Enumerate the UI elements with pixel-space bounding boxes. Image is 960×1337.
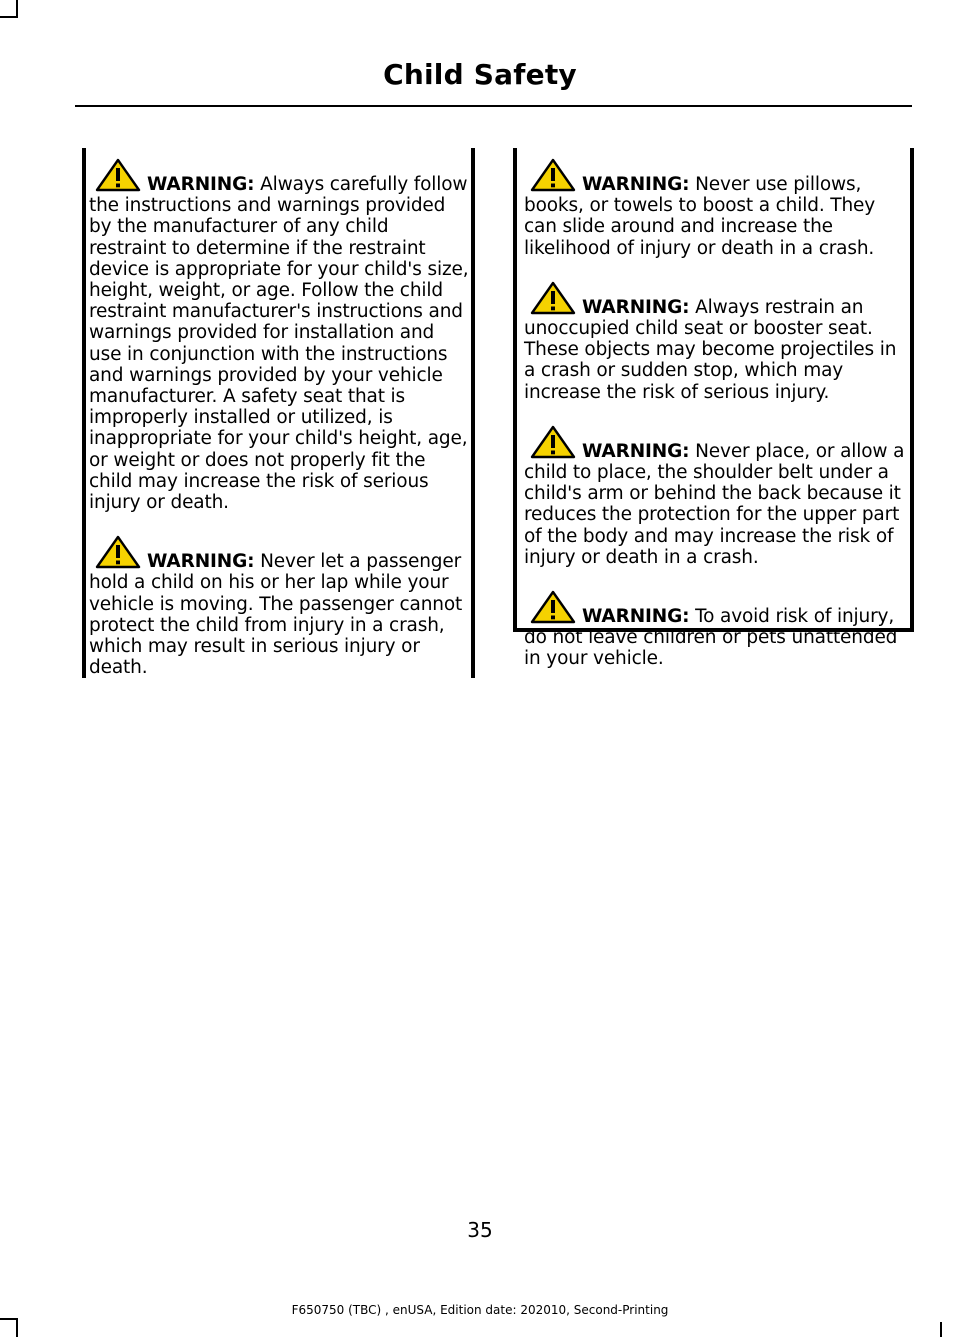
warning-block <box>524 590 906 670</box>
warning-text: Always carefully follow the instructions and warnings provided by the manufacturer of any child restraint to determine if the restraint device is appropriate for your child's size, height, weight, or age. Follow the child restraint manufacturer's instructions and warnings provided for installation and use in conjunction with the instructions and warnings provided by your vehicle manufacturer. A safety seat that is improperly installed or utilized, is inappropriate for your child's height, age, or weight or does not properly fit the child may increase the risk of serious injury or death. <box>89 174 469 514</box>
warning-triangle-icon <box>95 158 141 192</box>
warning-label: WARNING: <box>582 174 690 195</box>
warning-label: WARNING: <box>147 174 255 195</box>
warning-block <box>89 158 471 513</box>
crop-mark <box>16 1319 18 1337</box>
warning-triangle-icon <box>530 281 576 315</box>
warning-label: WARNING: <box>582 440 690 462</box>
warning-text: Never let a passenger hold a child on his or her lap while your vehicle is moving. The passenger cannot protect the child from injury in a crash, which may result in serious injury or death. <box>89 551 463 679</box>
warning-text: Always restrain an unoccupied child seat or booster seat. These objects may become projectiles in a crash or sudden stop, which may increase the risk of serious injury. <box>524 296 897 403</box>
warning-text: To avoid risk of injury, do not leave children or pets unattended in your vehicle. <box>524 606 898 670</box>
warning-block <box>89 535 471 678</box>
warning-block <box>524 158 906 259</box>
left-warning-column <box>82 148 475 678</box>
warning-text: Never use pillows, books, or towels to boost a child. They can slide around and increase the likelihood of injury or death in a crash. <box>524 174 876 259</box>
warning-triangle-icon <box>530 590 576 624</box>
crop-mark <box>0 1318 18 1320</box>
warning-text: Never place, or allow a child to place, the shoulder belt under a child's arm or behind the back because it reduces the protection for the upper part of the body and may increase the risk of injury or death in a crash. <box>524 440 905 568</box>
page-title: Child Safety <box>383 58 577 91</box>
crop-mark <box>940 1322 942 1337</box>
page-number: 35 <box>467 1218 493 1242</box>
warning-block <box>524 425 906 568</box>
crop-mark <box>0 16 18 18</box>
warning-triangle-icon <box>530 158 576 192</box>
warning-label: WARNING: <box>147 551 255 573</box>
warning-triangle-icon <box>530 425 576 459</box>
header-rule <box>75 105 912 107</box>
warning-block <box>524 281 906 403</box>
warning-label: WARNING: <box>582 296 690 318</box>
warning-label: WARNING: <box>582 606 690 628</box>
warning-triangle-icon <box>95 535 141 569</box>
right-warning-column <box>513 148 914 670</box>
footer-edition-info: F650750 (TBC) , enUSA, Edition date: 202010, Second-Printing <box>291 1303 669 1317</box>
